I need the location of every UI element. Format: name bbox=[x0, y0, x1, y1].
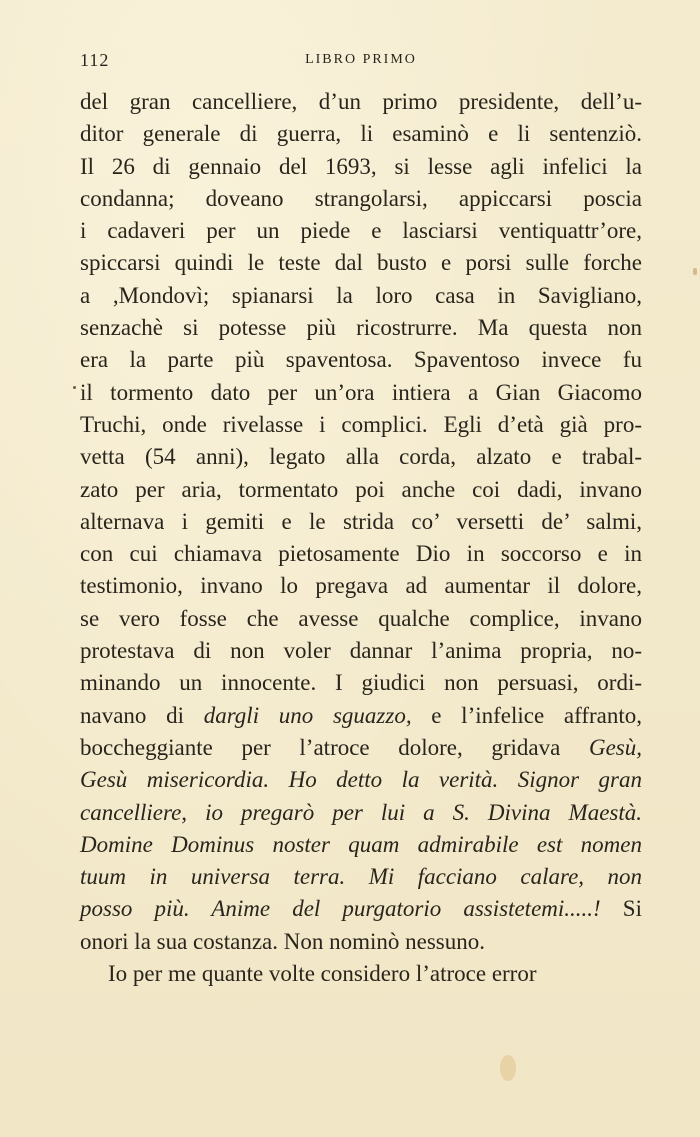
text-line bbox=[80, 506, 642, 538]
running-head: LIBRO PRIMO bbox=[305, 52, 417, 67]
text-span: del gran cancelliere, d’un primo presidente, dell’u- bbox=[80, 89, 642, 114]
text-line bbox=[80, 280, 642, 312]
text-span: se vero fosse che avesse qualche complice, invano bbox=[80, 605, 642, 631]
text-span: il tormento dato per un’ora intiera a Gian Giacomo bbox=[80, 379, 642, 405]
text-line bbox=[80, 700, 642, 732]
text-span: vetta (54 anni), legato alla corda, alzato e trabal- bbox=[80, 444, 642, 470]
ink-speck bbox=[73, 386, 76, 389]
text-line bbox=[80, 667, 642, 699]
text-span: Truchi, onde rivelasse i complici. Egli d’età già pro- bbox=[80, 411, 642, 437]
text-line bbox=[80, 86, 642, 118]
text-line bbox=[80, 151, 642, 183]
text-line bbox=[80, 603, 642, 635]
italic-text-span: posso più. Anime del purgatorio assistetemi.....! bbox=[80, 896, 601, 922]
italic-text-span: Domine Dominus noster quam admirabile est nomen bbox=[80, 831, 642, 857]
text-span: spiccarsi quindi le teste dal busto e porsi sulle forche bbox=[80, 250, 642, 276]
text-span: condanna; doveano strangolarsi, appiccarsi poscia bbox=[80, 185, 642, 211]
text-span: navano di bbox=[80, 702, 204, 728]
italic-text-span: Gesù, bbox=[588, 734, 642, 760]
paper-stain bbox=[500, 1055, 516, 1081]
text-line bbox=[80, 764, 642, 796]
italic-text-span: tuum in universa terra. Mi facciano calare, non bbox=[80, 864, 642, 890]
text-span: testimonio, invano lo pregava ad aumentar il dolore, bbox=[80, 573, 642, 599]
italic-text-span: dargli uno sguazzo, bbox=[203, 702, 412, 728]
text-line bbox=[80, 926, 642, 958]
text-line bbox=[80, 570, 642, 602]
text-line bbox=[80, 797, 642, 829]
text-line bbox=[80, 312, 642, 344]
text-span: Io per me quante volte considero l’atroce error bbox=[108, 961, 537, 987]
text-line bbox=[80, 958, 642, 990]
text-span: alternava i gemiti e le strida co’ versetti de’ salmi, bbox=[80, 508, 642, 534]
page-number: 112 bbox=[80, 50, 110, 70]
text-line bbox=[80, 893, 642, 925]
text-line bbox=[80, 118, 642, 150]
text-line bbox=[80, 247, 642, 279]
text-span: a ,Mondovì; spianarsi la loro casa in Savigliano, bbox=[80, 282, 642, 308]
text-line bbox=[80, 538, 642, 570]
text-line bbox=[80, 861, 642, 893]
italic-text-span: Gesù misericordia. Ho detto la verità. Signor gran bbox=[80, 767, 642, 793]
text-line bbox=[80, 377, 642, 409]
text-line bbox=[80, 409, 642, 441]
text-span: Si bbox=[600, 896, 642, 922]
edge-stain bbox=[693, 268, 697, 275]
text-line bbox=[80, 635, 642, 667]
text-span: i cadaveri per un piede e lasciarsi ventiquattr’ore, bbox=[80, 218, 642, 244]
body-text bbox=[80, 86, 642, 990]
text-span: senzachè si potesse più ricostrurre. Ma questa non bbox=[80, 315, 642, 341]
text-span: con cui chiamava pietosamente Dio in soccorso e in bbox=[80, 541, 642, 567]
text-line bbox=[80, 829, 642, 861]
text-line bbox=[80, 344, 642, 376]
text-span: Il 26 di gennaio del 1693, si lesse agli infelici la bbox=[80, 153, 642, 179]
text-line bbox=[80, 441, 642, 473]
page-header bbox=[80, 50, 642, 74]
text-line bbox=[80, 474, 642, 506]
text-line bbox=[80, 215, 642, 247]
text-line bbox=[80, 183, 642, 215]
text-span: era la parte più spaventosa. Spaventoso invece fu bbox=[80, 347, 642, 373]
text-line bbox=[80, 732, 642, 764]
text-span: ditor generale di guerra, li esaminò e li sentenziò. bbox=[80, 121, 642, 147]
text-span: minando un innocente. I giudici non persuasi, ordi- bbox=[80, 670, 642, 696]
text-span: e l’infelice affranto, bbox=[411, 702, 642, 728]
text-span: protestava di non voler dannar l’anima propria, no- bbox=[80, 638, 642, 664]
italic-text-span: cancelliere, io pregarò per lui a S. Divina Maestà. bbox=[80, 799, 642, 825]
text-span: zato per aria, tormentato poi anche coi dadi, invano bbox=[80, 476, 642, 502]
text-span: onori la sua costanza. Non nominò nessuno. bbox=[80, 928, 485, 954]
text-span: boccheggiante per l’atroce dolore, gridava bbox=[80, 734, 589, 760]
